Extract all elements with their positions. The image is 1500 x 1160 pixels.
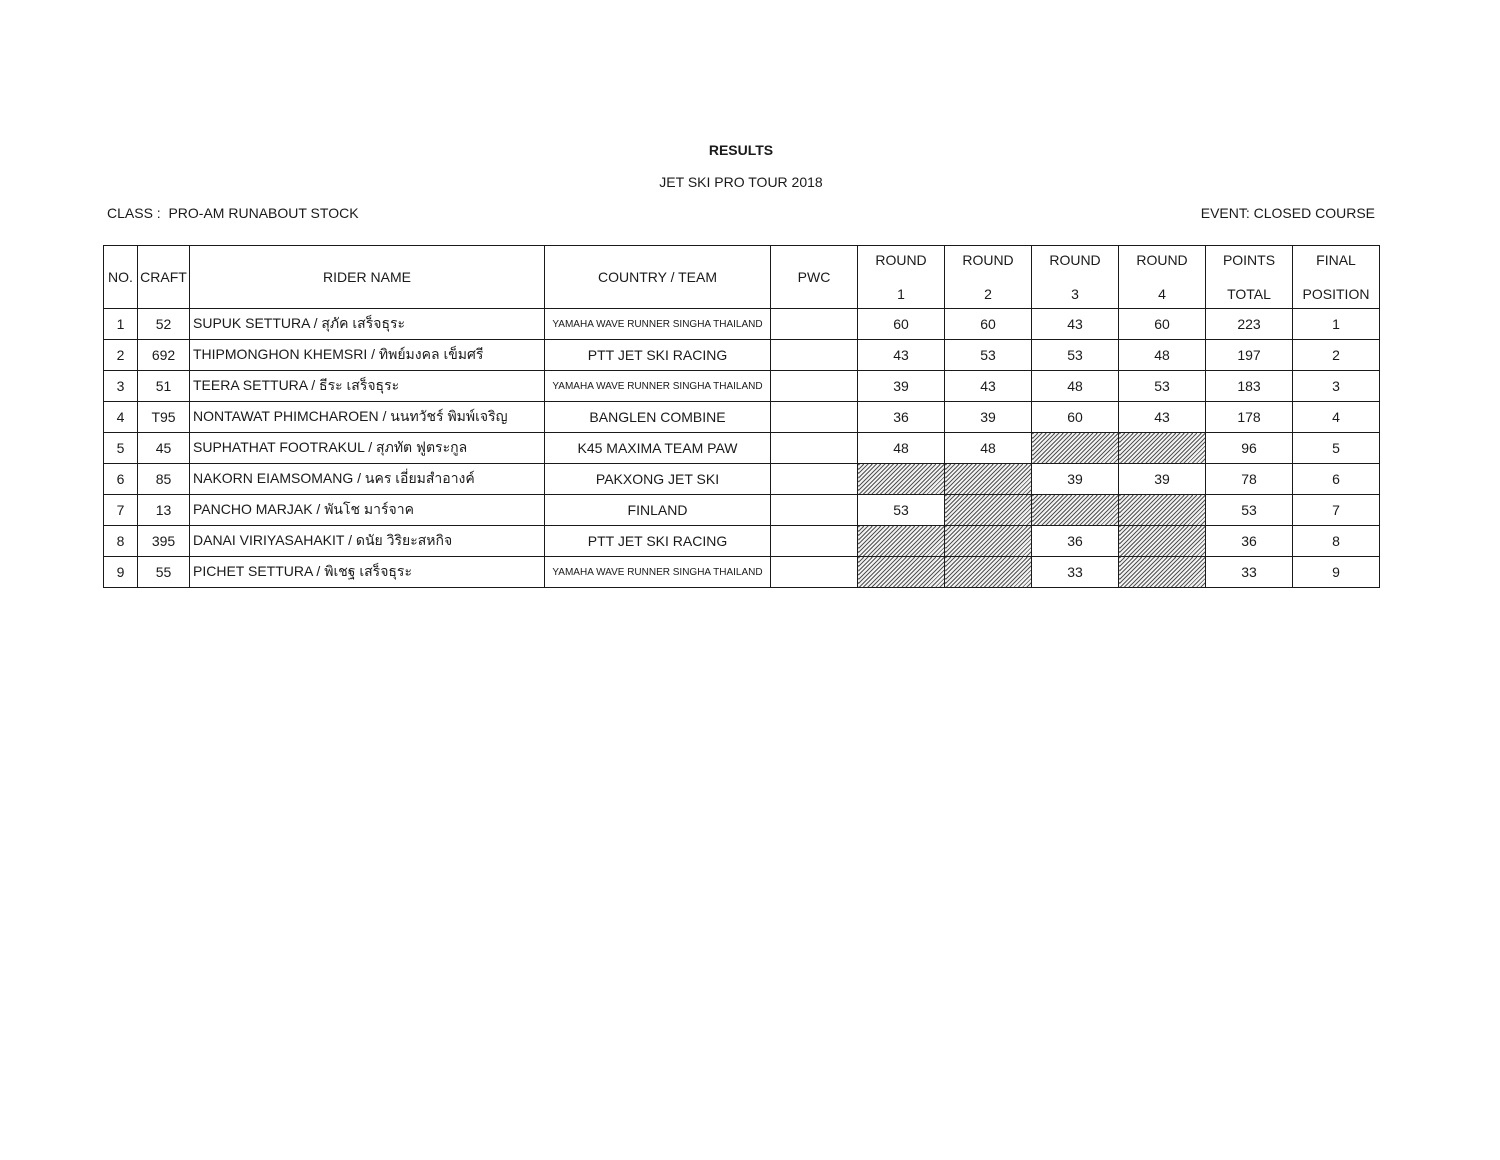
cell-rider-name: SUPHATHAT FOOTRAKUL / สุภทัต ฟูตระกูล: [190, 433, 545, 464]
cell-rider-name: PICHET SETTURA / พิเชฐ เสร็จธุระ: [190, 557, 545, 588]
cell-round-1: 53: [858, 495, 945, 526]
cell-no: 4: [104, 402, 138, 433]
table-row: [104, 495, 1380, 526]
cell-final-position: 5: [1293, 433, 1380, 464]
cell-craft: 52: [138, 309, 190, 340]
cell-points-total: 53: [1206, 495, 1293, 526]
results-table-body: [104, 309, 1380, 588]
event-label: EVENT: CLOSED COURSE: [1200, 205, 1375, 221]
cell-no: 9: [104, 557, 138, 588]
cell-final-position: 4: [1293, 402, 1380, 433]
cell-no: 7: [104, 495, 138, 526]
cell-round-2: 39: [945, 402, 1032, 433]
cell-pwc: [771, 340, 858, 371]
cell-final-position: 8: [1293, 526, 1380, 557]
table-row: [104, 371, 1380, 402]
cell-pwc: [771, 495, 858, 526]
table-row: [104, 433, 1380, 464]
cell-round-2: 53: [945, 340, 1032, 371]
cell-final-position: 9: [1293, 557, 1380, 588]
cell-country-team: K45 MAXIMA TEAM PAW: [545, 433, 771, 464]
cell-craft: 13: [138, 495, 190, 526]
table-row: [104, 309, 1380, 340]
cell-round-3: 39: [1032, 464, 1119, 495]
cell-country-team: PTT JET SKI RACING: [545, 340, 771, 371]
cell-pwc: [771, 464, 858, 495]
header-no: NO.: [104, 246, 138, 309]
cell-round-3: 43: [1032, 309, 1119, 340]
cell-round-1: 43: [858, 340, 945, 371]
cell-round-1: 60: [858, 309, 945, 340]
header-points-total: POINTS TOTAL: [1206, 246, 1293, 309]
cell-craft: 395: [138, 526, 190, 557]
cell-no: 5: [104, 433, 138, 464]
cell-rider-name: NAKORN EIAMSOMANG / นคร เอี่ยมสำอางค์: [190, 464, 545, 495]
cell-country-team: YAMAHA WAVE RUNNER SINGHA THAILAND: [545, 371, 771, 402]
cell-points-total: 197: [1206, 340, 1293, 371]
cell-pwc: [771, 557, 858, 588]
cell-craft: 45: [138, 433, 190, 464]
cell-points-total: 36: [1206, 526, 1293, 557]
cell-round-1: 39: [858, 371, 945, 402]
cell-round-2-no-score: [945, 464, 1032, 495]
cell-round-3-no-score: [1032, 495, 1119, 526]
cell-round-4-no-score: [1119, 433, 1206, 464]
cell-craft: T95: [138, 402, 190, 433]
header-pwc: PWC: [771, 246, 858, 309]
cell-round-2-no-score: [945, 526, 1032, 557]
cell-no: 1: [104, 309, 138, 340]
cell-rider-name: TEERA SETTURA / ธีระ เสร็จธุระ: [190, 371, 545, 402]
cell-final-position: 6: [1293, 464, 1380, 495]
results-table: [103, 245, 1380, 588]
results-table-header: [104, 246, 1380, 309]
cell-round-4: 48: [1119, 340, 1206, 371]
cell-round-2-no-score: [945, 557, 1032, 588]
cell-no: 8: [104, 526, 138, 557]
cell-rider-name: PANCHO MARJAK / พันโช มาร์จาค: [190, 495, 545, 526]
header-round-2: ROUND 2: [945, 246, 1032, 309]
header-round-1: ROUND 1: [858, 246, 945, 309]
cell-final-position: 3: [1293, 371, 1380, 402]
header-final-position: FINAL POSITION: [1293, 246, 1380, 309]
table-row: [104, 464, 1380, 495]
cell-round-4: 53: [1119, 371, 1206, 402]
cell-points-total: 33: [1206, 557, 1293, 588]
header-round-4: ROUND 4: [1119, 246, 1206, 309]
cell-points-total: 178: [1206, 402, 1293, 433]
document-title: RESULTS: [708, 142, 774, 158]
cell-pwc: [771, 309, 858, 340]
cell-pwc: [771, 433, 858, 464]
cell-pwc: [771, 371, 858, 402]
cell-round-3: 60: [1032, 402, 1119, 433]
cell-no: 2: [104, 340, 138, 371]
cell-pwc: [771, 526, 858, 557]
cell-round-4: 39: [1119, 464, 1206, 495]
cell-pwc: [771, 402, 858, 433]
table-row: [104, 402, 1380, 433]
cell-country-team: PTT JET SKI RACING: [545, 526, 771, 557]
cell-round-2-no-score: [945, 495, 1032, 526]
cell-round-2: 60: [945, 309, 1032, 340]
cell-rider-name: THIPMONGHON KHEMSRI / ทิพย์มงคล เข็มศรี: [190, 340, 545, 371]
cell-round-1: 48: [858, 433, 945, 464]
cell-round-1-no-score: [858, 557, 945, 588]
cell-country-team: PAKXONG JET SKI: [545, 464, 771, 495]
cell-rider-name: NONTAWAT PHIMCHAROEN / นนทวัชร์ พิมพ์เจริญ: [190, 402, 545, 433]
cell-round-3: 36: [1032, 526, 1119, 557]
cell-points-total: 96: [1206, 433, 1293, 464]
cell-final-position: 7: [1293, 495, 1380, 526]
table-row: [104, 526, 1380, 557]
cell-round-1-no-score: [858, 464, 945, 495]
cell-round-1-no-score: [858, 526, 945, 557]
cell-round-3: 48: [1032, 371, 1119, 402]
cell-craft: 55: [138, 557, 190, 588]
cell-points-total: 78: [1206, 464, 1293, 495]
document-subtitle: JET SKI PRO TOUR 2018: [659, 174, 823, 190]
cell-points-total: 183: [1206, 371, 1293, 402]
table-row: [104, 340, 1380, 371]
class-label: CLASS : PRO-AM RUNABOUT STOCK: [107, 205, 359, 221]
cell-country-team: YAMAHA WAVE RUNNER SINGHA THAILAND: [545, 557, 771, 588]
cell-round-3: 53: [1032, 340, 1119, 371]
header-country-team: COUNTRY / TEAM: [545, 246, 771, 309]
header-craft: CRAFT: [138, 246, 190, 309]
cell-craft: 85: [138, 464, 190, 495]
cell-round-4-no-score: [1119, 495, 1206, 526]
cell-round-3-no-score: [1032, 433, 1119, 464]
cell-rider-name: SUPUK SETTURA / สุภัค เสร็จธุระ: [190, 309, 545, 340]
cell-no: 3: [104, 371, 138, 402]
cell-final-position: 2: [1293, 340, 1380, 371]
header-round-3: ROUND 3: [1032, 246, 1119, 309]
cell-craft: 692: [138, 340, 190, 371]
cell-round-3: 33: [1032, 557, 1119, 588]
cell-points-total: 223: [1206, 309, 1293, 340]
cell-round-1: 36: [858, 402, 945, 433]
cell-final-position: 1: [1293, 309, 1380, 340]
cell-no: 6: [104, 464, 138, 495]
cell-round-2: 48: [945, 433, 1032, 464]
cell-round-2: 43: [945, 371, 1032, 402]
cell-country-team: FINLAND: [545, 495, 771, 526]
header-rider-name: RIDER NAME: [190, 246, 545, 309]
cell-country-team: BANGLEN COMBINE: [545, 402, 771, 433]
cell-round-4-no-score: [1119, 557, 1206, 588]
cell-round-4: 43: [1119, 402, 1206, 433]
cell-round-4: 60: [1119, 309, 1206, 340]
cell-craft: 51: [138, 371, 190, 402]
cell-round-4-no-score: [1119, 526, 1206, 557]
cell-rider-name: DANAI VIRIYASAHAKIT / ดนัย วิริยะสหกิจ: [190, 526, 545, 557]
table-row: [104, 557, 1380, 588]
cell-country-team: YAMAHA WAVE RUNNER SINGHA THAILAND: [545, 309, 771, 340]
